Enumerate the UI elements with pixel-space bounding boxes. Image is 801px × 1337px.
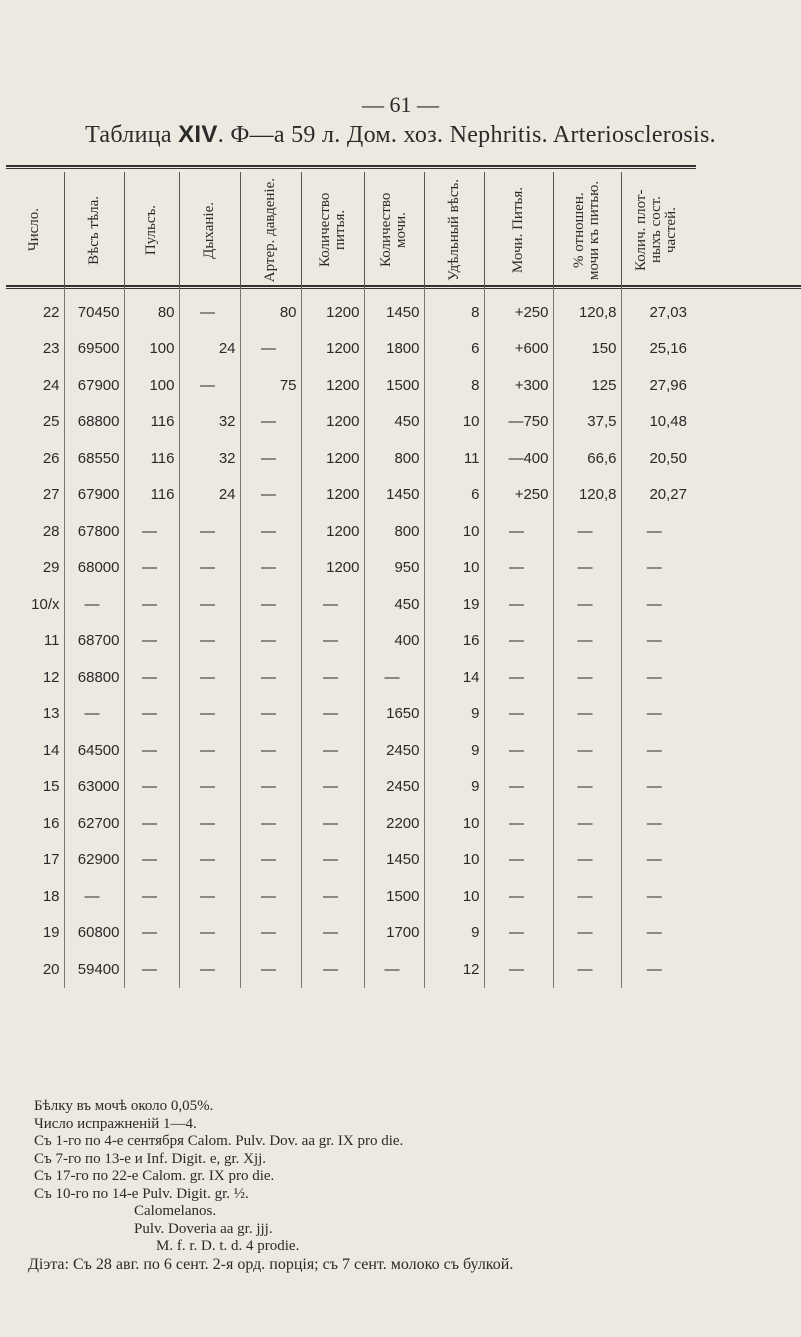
note-line: Съ 1-го по 4-е сентября Calom. Pulv. Dov. aa gr. IX pro die.	[34, 1133, 404, 1149]
table-cell: —	[553, 878, 621, 915]
table-cell: —	[621, 769, 691, 806]
table-cell: 68800	[64, 659, 124, 696]
table-cell: —	[124, 513, 179, 550]
table-cell: —	[179, 878, 240, 915]
table-cell: —	[124, 951, 179, 988]
table-cell: —	[364, 951, 424, 988]
table-cell: —	[553, 586, 621, 623]
note-line: Pulv. Doveria aa gr. jjj.	[134, 1220, 273, 1237]
table-cell: 116	[124, 404, 179, 441]
table-cell: —	[179, 288, 240, 331]
table-cell: —	[124, 769, 179, 806]
table-cell: 2450	[364, 769, 424, 806]
table-cell: —	[553, 623, 621, 660]
table-row	[6, 331, 691, 368]
table-cell: 67900	[64, 477, 124, 514]
table-cell: 1450	[364, 288, 424, 331]
table-cell: 1800	[364, 331, 424, 368]
table-cell: 2200	[364, 805, 424, 842]
table-cell: 62900	[64, 842, 124, 879]
table-cell: 1200	[301, 440, 364, 477]
table-cell: 27,03	[621, 288, 691, 331]
col-header-pulse: Пульсъ.	[124, 172, 179, 288]
title-prefix: Таблица	[85, 122, 172, 148]
table-cell: —	[484, 696, 553, 733]
table-cell: 60800	[64, 915, 124, 952]
table-cell: 400	[364, 623, 424, 660]
table-cell: 29	[42, 559, 60, 577]
table-cell: 9	[424, 732, 484, 769]
table-cell: —	[240, 550, 301, 587]
table-cell: —	[301, 586, 364, 623]
col-header-urine-minus-drink: Мочи. Питья.	[484, 172, 553, 288]
col-header-weight: Вѣсъ тѣла.	[64, 172, 124, 288]
table-cell: 80	[240, 288, 301, 331]
table-cell: 1200	[301, 331, 364, 368]
table-cell: 16	[424, 623, 484, 660]
table-cell: 950	[364, 550, 424, 587]
col-header-breathing: Дыханіе.	[179, 172, 240, 288]
table-title	[0, 121, 801, 149]
table-cell: —	[301, 769, 364, 806]
table-cell: —	[179, 842, 240, 879]
table-cell: —	[484, 878, 553, 915]
table-cell: —	[240, 951, 301, 988]
table-cell: —	[553, 915, 621, 952]
table-cell: —	[301, 623, 364, 660]
table-cell: 1200	[301, 367, 364, 404]
table-cell: 67900	[64, 367, 124, 404]
table-row	[6, 878, 691, 915]
table-row	[6, 732, 691, 769]
diet-note: Діэта: Съ 28 авг. по 6 сент. 2-я орд. порція; съ 7 сент. молоко съ булкой.	[28, 1255, 514, 1273]
table-cell: 63000	[64, 769, 124, 806]
table-cell: 24	[42, 376, 60, 394]
table-cell: —	[553, 769, 621, 806]
table-cell: —	[301, 842, 364, 879]
table-cell: —	[240, 878, 301, 915]
table-cell: 10	[424, 404, 484, 441]
table-cell: 800	[364, 513, 424, 550]
table-cell: 68800	[64, 404, 124, 441]
table-row	[6, 586, 691, 623]
table-cell: —	[484, 550, 553, 587]
table-cell: —	[240, 404, 301, 441]
table-cell: 10	[424, 878, 484, 915]
note-line: Calomelanos.	[134, 1203, 217, 1219]
table-cell: —	[621, 805, 691, 842]
col-header-solids: Колич. плот-ныхъ сост. частей.	[621, 172, 691, 288]
table-row	[6, 288, 691, 331]
table-cell: —	[240, 696, 301, 733]
table-cell: —	[621, 878, 691, 915]
table-cell: 18	[42, 887, 60, 905]
table-cell: —400	[484, 440, 553, 477]
note-line: Съ 10-го по 14-е Pulv. Digit. gr. ½.	[34, 1185, 249, 1202]
table-cell: —	[240, 915, 301, 952]
table-cell: —	[179, 732, 240, 769]
table-cell: 10	[424, 550, 484, 587]
table-cell: 1200	[301, 513, 364, 550]
table-cell: —	[621, 696, 691, 733]
table-cell: —	[179, 805, 240, 842]
table-cell: —	[240, 513, 301, 550]
table-cell: —	[124, 842, 179, 879]
table-cell: 100	[124, 367, 179, 404]
table-cell: —	[64, 696, 124, 733]
table-cell: —	[621, 951, 691, 988]
table-cell: 116	[124, 440, 179, 477]
table-row	[6, 769, 691, 806]
page-number: — 61 —	[362, 92, 439, 117]
table-cell: —	[621, 586, 691, 623]
table-cell: —	[621, 513, 691, 550]
table-cell: —	[553, 805, 621, 842]
table-cell: 8	[424, 367, 484, 404]
table-cell: 9	[424, 915, 484, 952]
table-cell: 68550	[64, 440, 124, 477]
table-cell: 16	[42, 814, 60, 832]
table-cell: —	[621, 842, 691, 879]
table-cell: 1450	[364, 477, 424, 514]
table-cell: —	[240, 659, 301, 696]
table-cell: 125	[553, 367, 621, 404]
table-cell: —	[621, 659, 691, 696]
table-cell: —	[553, 951, 621, 988]
table-cell: 20,50	[621, 440, 691, 477]
table-cell: —	[179, 915, 240, 952]
table-top-rule-thin	[6, 168, 696, 169]
table-cell: 1500	[364, 878, 424, 915]
table-cell: 14	[42, 741, 60, 759]
table-cell: 1200	[301, 288, 364, 331]
table-cell: 8	[424, 288, 484, 331]
table-cell: 120,8	[553, 477, 621, 514]
table-cell: —	[124, 586, 179, 623]
note-line: Съ 17-го по 22-е Calom. gr. IX pro die.	[34, 1168, 275, 1184]
table-cell: 22	[42, 303, 60, 321]
table-cell: 100	[124, 331, 179, 368]
table-cell: 24	[179, 331, 240, 368]
table-cell: —	[621, 550, 691, 587]
table-cell: 1500	[364, 367, 424, 404]
table-cell: —	[484, 842, 553, 879]
table-cell: —	[301, 878, 364, 915]
table-cell: —	[553, 842, 621, 879]
table-cell: 27	[42, 486, 60, 504]
table-cell: 800	[364, 440, 424, 477]
title-roman: XIV	[178, 121, 218, 148]
table-cell: —	[179, 696, 240, 733]
table-cell: —	[301, 732, 364, 769]
table-cell: —	[301, 696, 364, 733]
table-cell: —	[124, 659, 179, 696]
table-cell: —	[179, 951, 240, 988]
table-cell: —	[64, 586, 124, 623]
table-cell: —	[301, 951, 364, 988]
table-cell: 25	[42, 413, 60, 431]
table-cell: 66,6	[553, 440, 621, 477]
table-cell: —	[553, 696, 621, 733]
table-cell: 10	[424, 513, 484, 550]
table-cell: 6	[424, 331, 484, 368]
table-cell: 62700	[64, 805, 124, 842]
table-cell: 59400	[64, 951, 124, 988]
table-cell: 80	[124, 288, 179, 331]
table-cell: 27,96	[621, 367, 691, 404]
table-cell: 10	[424, 805, 484, 842]
table-cell: —	[240, 842, 301, 879]
table-row	[6, 951, 691, 988]
table-cell: 70450	[64, 288, 124, 331]
table-cell: +300	[484, 367, 553, 404]
table-cell: 20	[42, 960, 60, 978]
table-row	[6, 805, 691, 842]
table-row	[6, 404, 691, 441]
table-cell: 68000	[64, 550, 124, 587]
table-cell: 1700	[364, 915, 424, 952]
table-cell: 10	[424, 842, 484, 879]
table-cell: 32	[179, 404, 240, 441]
table-cell: —	[484, 769, 553, 806]
title-rest: . Ф—а 59 л. Дом. хоз. Nephritis. Arteriosclerosis.	[217, 122, 716, 148]
table-cell: 11	[424, 440, 484, 477]
data-table	[6, 172, 691, 988]
table-cell: —	[364, 659, 424, 696]
table-cell: 2450	[364, 732, 424, 769]
table-cell: 32	[179, 440, 240, 477]
table-cell: —	[240, 440, 301, 477]
table-cell: 17	[42, 851, 60, 869]
table-cell: —	[484, 915, 553, 952]
table-cell: —	[124, 696, 179, 733]
table-cell: 120,8	[553, 288, 621, 331]
table-cell: —	[124, 878, 179, 915]
table-cell: —	[553, 659, 621, 696]
table-cell: —	[484, 659, 553, 696]
table-cell: 28	[42, 522, 60, 540]
table-cell: —	[621, 732, 691, 769]
table-cell: 19	[42, 924, 60, 942]
note-line: Бѣлку въ мочѣ около 0,05%.	[34, 1098, 214, 1114]
table-cell: 23	[42, 340, 60, 358]
table-cell: —	[484, 951, 553, 988]
table-row	[6, 659, 691, 696]
table-cell: 1200	[301, 550, 364, 587]
table-cell: —	[179, 623, 240, 660]
table-cell: —750	[484, 404, 553, 441]
table-row	[6, 915, 691, 952]
table-cell: 20,27	[621, 477, 691, 514]
table-row	[6, 623, 691, 660]
table-cell: —	[240, 732, 301, 769]
table-row	[6, 367, 691, 404]
table-row	[6, 550, 691, 587]
table-row	[6, 440, 691, 477]
table-cell: 13	[42, 705, 60, 723]
table-cell: —	[301, 915, 364, 952]
table-cell: 25,16	[621, 331, 691, 368]
table-cell: —	[484, 805, 553, 842]
table-cell: 37,5	[553, 404, 621, 441]
table-cell: —	[240, 623, 301, 660]
table-cell: 10/x	[31, 595, 60, 613]
table-cell: 64500	[64, 732, 124, 769]
table-cell: 10,48	[621, 404, 691, 441]
table-cell: —	[484, 586, 553, 623]
table-cell: 26	[42, 449, 60, 467]
note-line: M. f. r. D. t. d. 4 prodie.	[156, 1238, 300, 1254]
col-header-pressure: Артер. давденіе.	[240, 172, 301, 288]
table-cell: 450	[364, 586, 424, 623]
table-cell: —	[179, 550, 240, 587]
table-cell: +600	[484, 331, 553, 368]
table-cell: —	[124, 805, 179, 842]
table-cell: 9	[424, 769, 484, 806]
table-cell: +250	[484, 288, 553, 331]
table-cell: —	[179, 769, 240, 806]
table-cell: —	[179, 367, 240, 404]
table-cell: —	[301, 659, 364, 696]
table-row	[6, 696, 691, 733]
table-row	[6, 513, 691, 550]
table-cell: —	[124, 623, 179, 660]
col-header-urine: Количество мочи.	[364, 172, 424, 288]
table-cell: —	[124, 732, 179, 769]
col-header-date: Число.	[26, 208, 43, 252]
table-cell: 15	[42, 778, 60, 796]
table-cell: —	[301, 805, 364, 842]
table-cell: —	[553, 513, 621, 550]
table-cell: —	[179, 659, 240, 696]
table-cell: —	[240, 769, 301, 806]
table-cell: —	[240, 586, 301, 623]
notes	[28, 1098, 794, 1273]
table-cell: —	[124, 550, 179, 587]
col-header-drink: Количество питья.	[301, 172, 364, 288]
table-top-rule	[6, 165, 696, 167]
table-cell: 11	[43, 632, 60, 650]
table-cell: 67800	[64, 513, 124, 550]
table-cell: —	[240, 477, 301, 514]
table-cell: —	[124, 915, 179, 952]
table-cell: 116	[124, 477, 179, 514]
table-cell: —	[484, 513, 553, 550]
table-cell: 450	[364, 404, 424, 441]
table-body	[6, 288, 691, 988]
table-cell: —	[64, 878, 124, 915]
table-cell: 9	[424, 696, 484, 733]
table-row	[6, 477, 691, 514]
table-cell: 12	[424, 951, 484, 988]
table-cell: —	[553, 732, 621, 769]
table-cell: 1200	[301, 404, 364, 441]
col-header-percent-ratio: % отношен. мочи къ питью.	[553, 172, 621, 288]
table-cell: —	[553, 550, 621, 587]
note-line: Съ 7-го по 13-е и Inf. Digit. e, gr. Xjj.	[34, 1150, 267, 1167]
table-cell: 68700	[64, 623, 124, 660]
table-cell: —	[179, 586, 240, 623]
table-cell: 12	[42, 668, 60, 686]
table-cell: 19	[424, 586, 484, 623]
table-cell: —	[621, 915, 691, 952]
note-line: Число испражненій 1—4.	[34, 1115, 197, 1132]
table-cell: 1450	[364, 842, 424, 879]
col-header-specific-gravity: Удѣльный вѣсъ.	[424, 172, 484, 288]
table-cell: 75	[240, 367, 301, 404]
table-cell: —	[240, 331, 301, 368]
table-cell: —	[179, 513, 240, 550]
table-cell: 150	[553, 331, 621, 368]
table-cell: 24	[179, 477, 240, 514]
table-cell: —	[484, 732, 553, 769]
table-cell: +250	[484, 477, 553, 514]
table-cell: 1200	[301, 477, 364, 514]
table-cell: —	[484, 623, 553, 660]
table-cell: 69500	[64, 331, 124, 368]
table-cell: 1650	[364, 696, 424, 733]
header-row	[6, 172, 691, 288]
table-cell: 14	[424, 659, 484, 696]
table-cell: —	[240, 805, 301, 842]
table-cell: —	[621, 623, 691, 660]
table-cell: 6	[424, 477, 484, 514]
table-row	[6, 842, 691, 879]
